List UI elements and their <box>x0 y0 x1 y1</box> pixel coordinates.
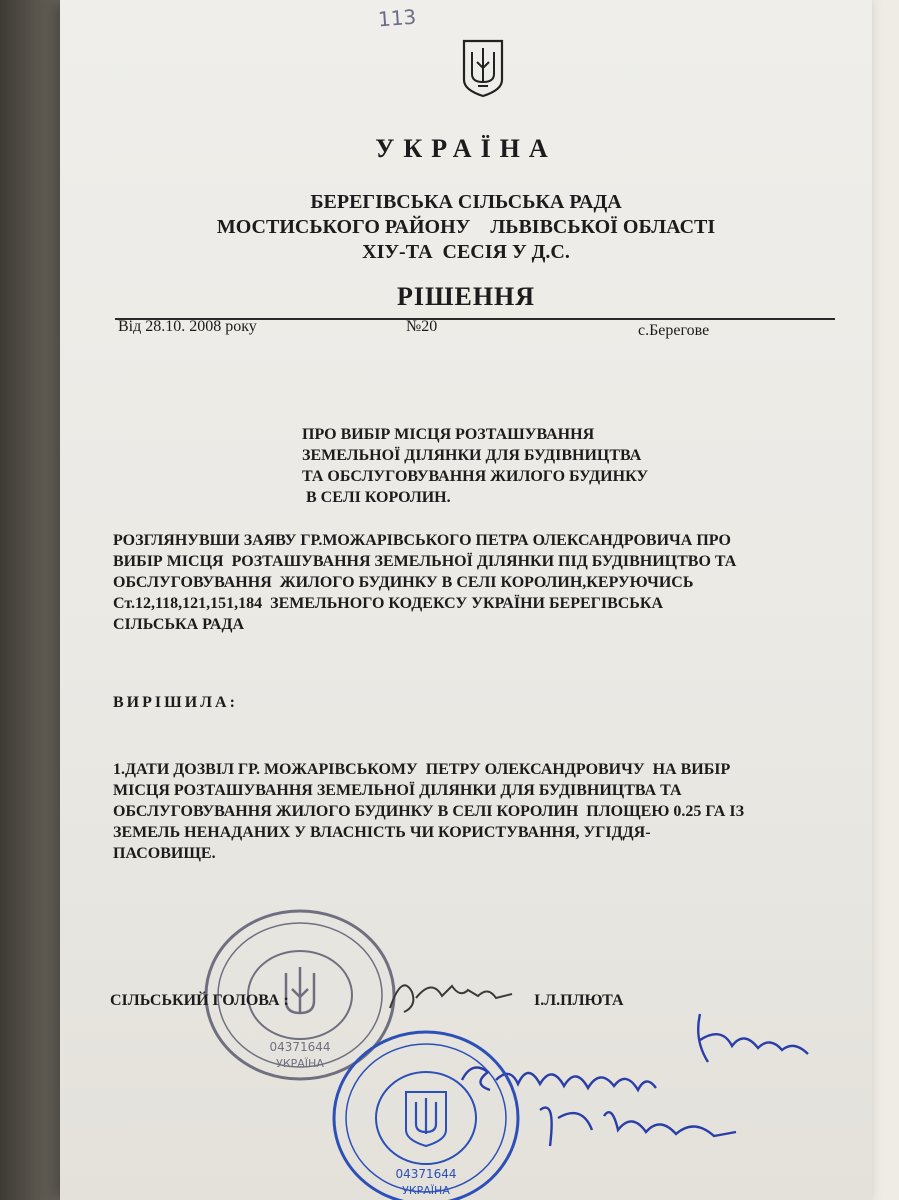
district-line: МОСТИСЬКОГО РАЙОНУ ЛЬВІВСЬКОЇ ОБЛАСТІ <box>216 216 716 238</box>
preamble <box>113 530 736 635</box>
decision-date: Від 28.10. 2008 року <box>118 318 257 335</box>
preamble-line: ВИБІР МІСЦЯ РОЗТАШУВАННЯ ЗЕМЕЛЬНОЇ ДІЛЯНКИ ПІД БУДІВНИЦТВО ТА <box>113 553 737 570</box>
stamp-code: 04371644 <box>395 1167 457 1181</box>
preamble-line: СІЛЬСЬКА РАДА <box>113 616 245 633</box>
item-line: МІСЦЯ РОЗТАШУВАННЯ ЗЕМЕЛЬНОЇ ДІЛЯНКИ ДЛЯ БУДІВНИЦТВА ТА <box>113 782 682 799</box>
subject-line: ТА ОБСЛУГОВУВАННЯ ЖИЛОГО БУДИНКУ <box>302 468 649 485</box>
item-line: ОБСЛУГОВУВАННЯ ЖИЛОГО БУДИНКУ В СЕЛІ КОРОЛИН ПЛОЩЕЮ 0.25 ГА ІЗ <box>113 803 745 820</box>
council-stamp-blue <box>328 1026 528 1200</box>
item-line: ЗЕМЕЛЬ НЕНАДАНИХ У ВЛАСНІСТЬ ЧИ КОРИСТУВАННЯ, УГІДДЯ- <box>113 824 651 841</box>
resolved-heading: ВИРІШИЛА: <box>113 694 238 711</box>
country-heading: УКРАЇНА <box>375 134 557 163</box>
head-name: І.Л.ПЛЮТА <box>534 992 624 1009</box>
subject-line: В СЕЛІ КОРОЛИН. <box>302 489 451 506</box>
session-line: ХІУ-ТА СЕСІЯ У Д.С. <box>362 241 570 263</box>
council-line: БЕРЕГІВСЬКА СІЛЬСЬКА РАДА <box>310 191 622 213</box>
page-number: 113 <box>377 4 417 32</box>
trident-emblem-icon <box>460 38 506 98</box>
preamble-line: РОЗГЛЯНУВШИ ЗАЯВУ ГР.МОЖАРІВСЬКОГО ПЕТРА ОЛЕКСАНДРОВИЧА ПРО <box>113 532 731 549</box>
decision-subject <box>302 424 648 508</box>
subject-line: ПРО ВИБІР МІСЦЯ РОЗТАШУВАННЯ <box>302 426 595 443</box>
council-heading <box>60 190 872 265</box>
stamp-country: УКРАЇНА <box>276 1057 324 1070</box>
item-line: ПАСОВИЩЕ. <box>113 845 216 862</box>
decision-place: с.Берегове <box>638 322 710 339</box>
signature-title: СІЛЬСЬКИЙ ГОЛОВА : <box>110 992 289 1009</box>
stamp-code: 04371644 <box>269 1040 331 1054</box>
document-page <box>60 0 872 1200</box>
preamble-line: Ст.12,118,121,151,184 ЗЕМЕЛЬНОГО КОДЕКСУ УКРАЇНИ БЕРЕГІВСЬКА <box>113 595 664 612</box>
stamp-country: УКРАЇНА <box>402 1184 450 1197</box>
resolution-item-1 <box>113 759 744 864</box>
subject-line: ЗЕМЕЛЬНОЇ ДІЛЯНКИ ДЛЯ БУДІВНИЦТВА <box>302 447 642 464</box>
item-line: 1.ДАТИ ДОЗВІЛ ГР. МОЖАРІВСЬКОМУ ПЕТРУ ОЛЕКСАНДРОВИЧУ НА ВИБІР <box>113 761 731 778</box>
preamble-line: ОБСЛУГОВУВАННЯ ЖИЛОГО БУДИНКУ В СЕЛІ КОРОЛИН,КЕРУЮЧИСЬ <box>113 574 694 591</box>
decision-number: №20 <box>406 318 438 335</box>
document-title: РІШЕННЯ <box>396 282 536 311</box>
